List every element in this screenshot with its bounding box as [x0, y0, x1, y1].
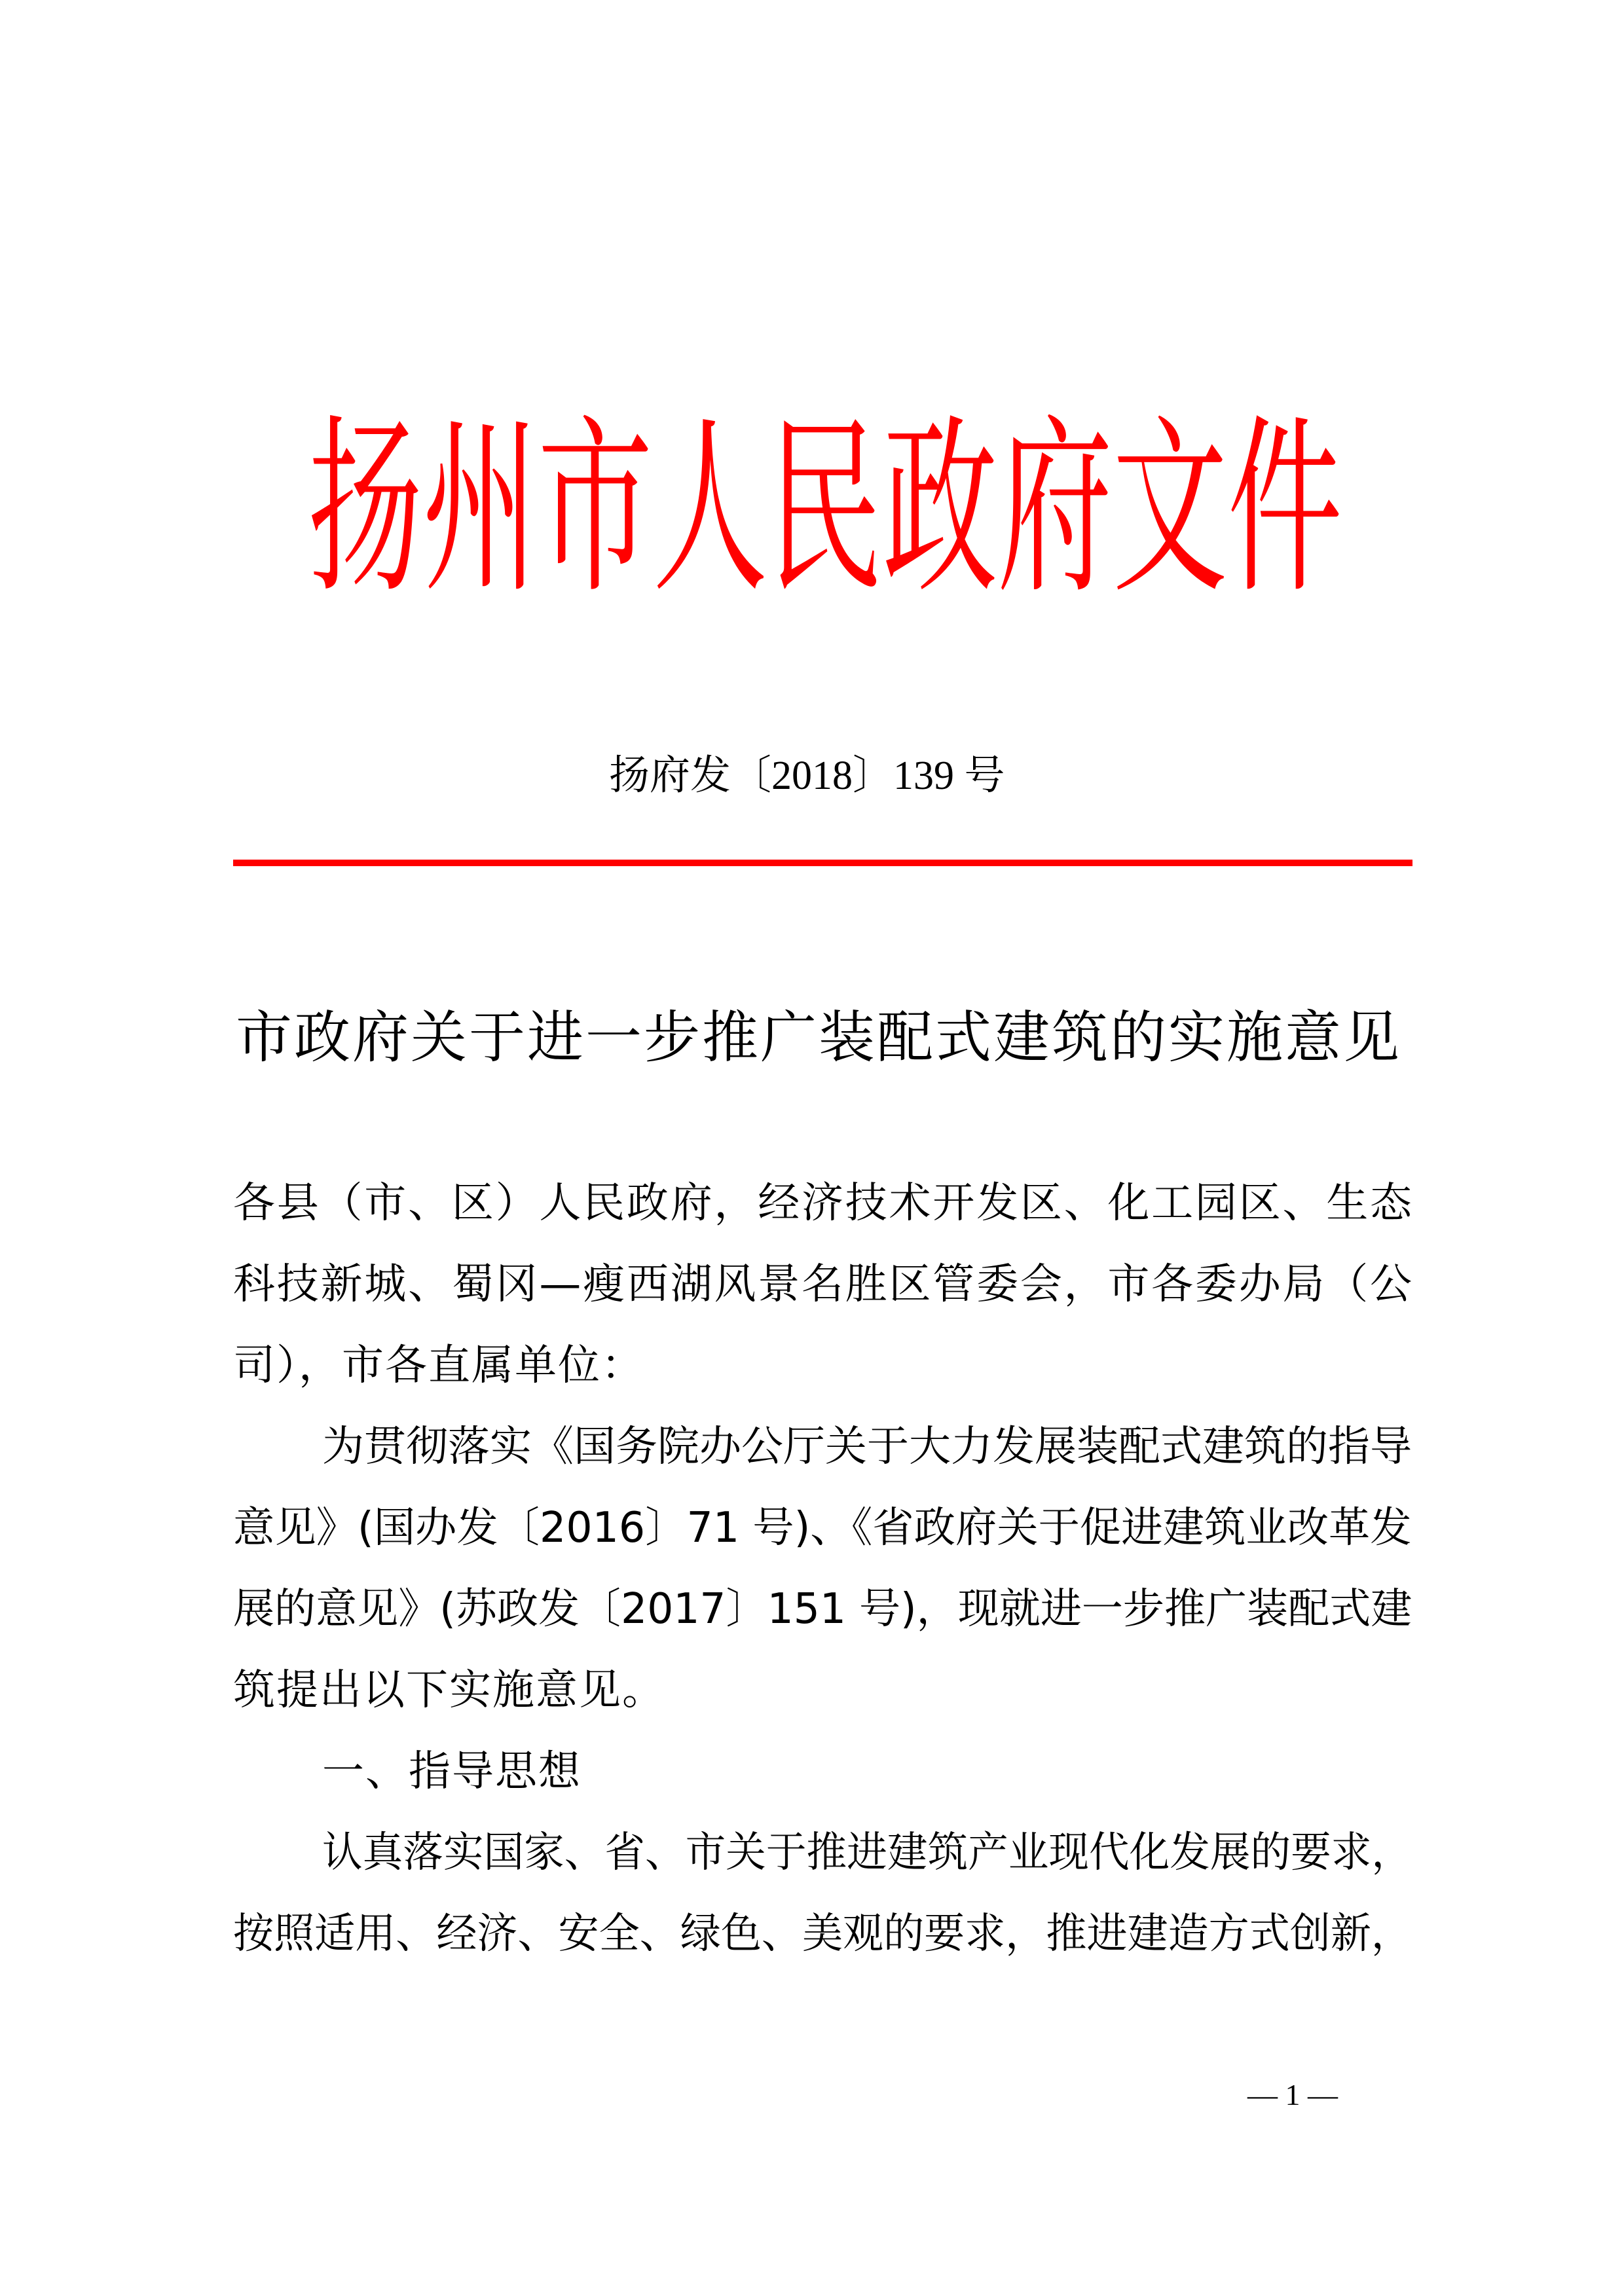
addressee-line: 司），市各直属单位： [233, 1341, 644, 1390]
section-line: 按照适用、经济、安全、绿色、美观的要求，推进建造方式创新， [233, 1910, 1412, 1958]
issuer-header-text: 扬州市人民政府文件 [308, 399, 1342, 619]
addressee-line: 科技新城、蜀冈—瘦西湖风景名胜区管委会，市各委办局（公 [233, 1260, 1412, 1309]
issuer-header-title [308, 399, 1342, 619]
section-line: 认真落实国家、省、市关于推进建筑产业现代化发展的要求， [322, 1829, 1412, 1877]
intro-line: 为贯彻落实《国务院办公厅关于大力发展装配式建筑的指导 [322, 1423, 1412, 1471]
addressee-line: 各县（市、区）人民政府，经济技术开发区、化工园区、生态 [233, 1179, 1412, 1228]
intro-line: 意见》(国办发〔2016〕71 号)、《省政府关于促进建筑业改革发 [233, 1504, 1412, 1552]
red-separator-line [233, 860, 1412, 866]
page-number: — 1 — [1247, 2078, 1338, 2111]
intro-line: 筑提出以下实施意见。 [233, 1666, 665, 1715]
section-heading: 一、指导思想 [322, 1747, 581, 1796]
document-number: 扬府发〔2018〕139 号 [609, 754, 1005, 798]
intro-line: 展的意见》(苏政发〔2017〕151 号)，现就进一步推广装配式建 [233, 1585, 1412, 1633]
document-title: 市政府关于进一步推广装配式建筑的实施意见 [236, 1005, 1401, 1070]
